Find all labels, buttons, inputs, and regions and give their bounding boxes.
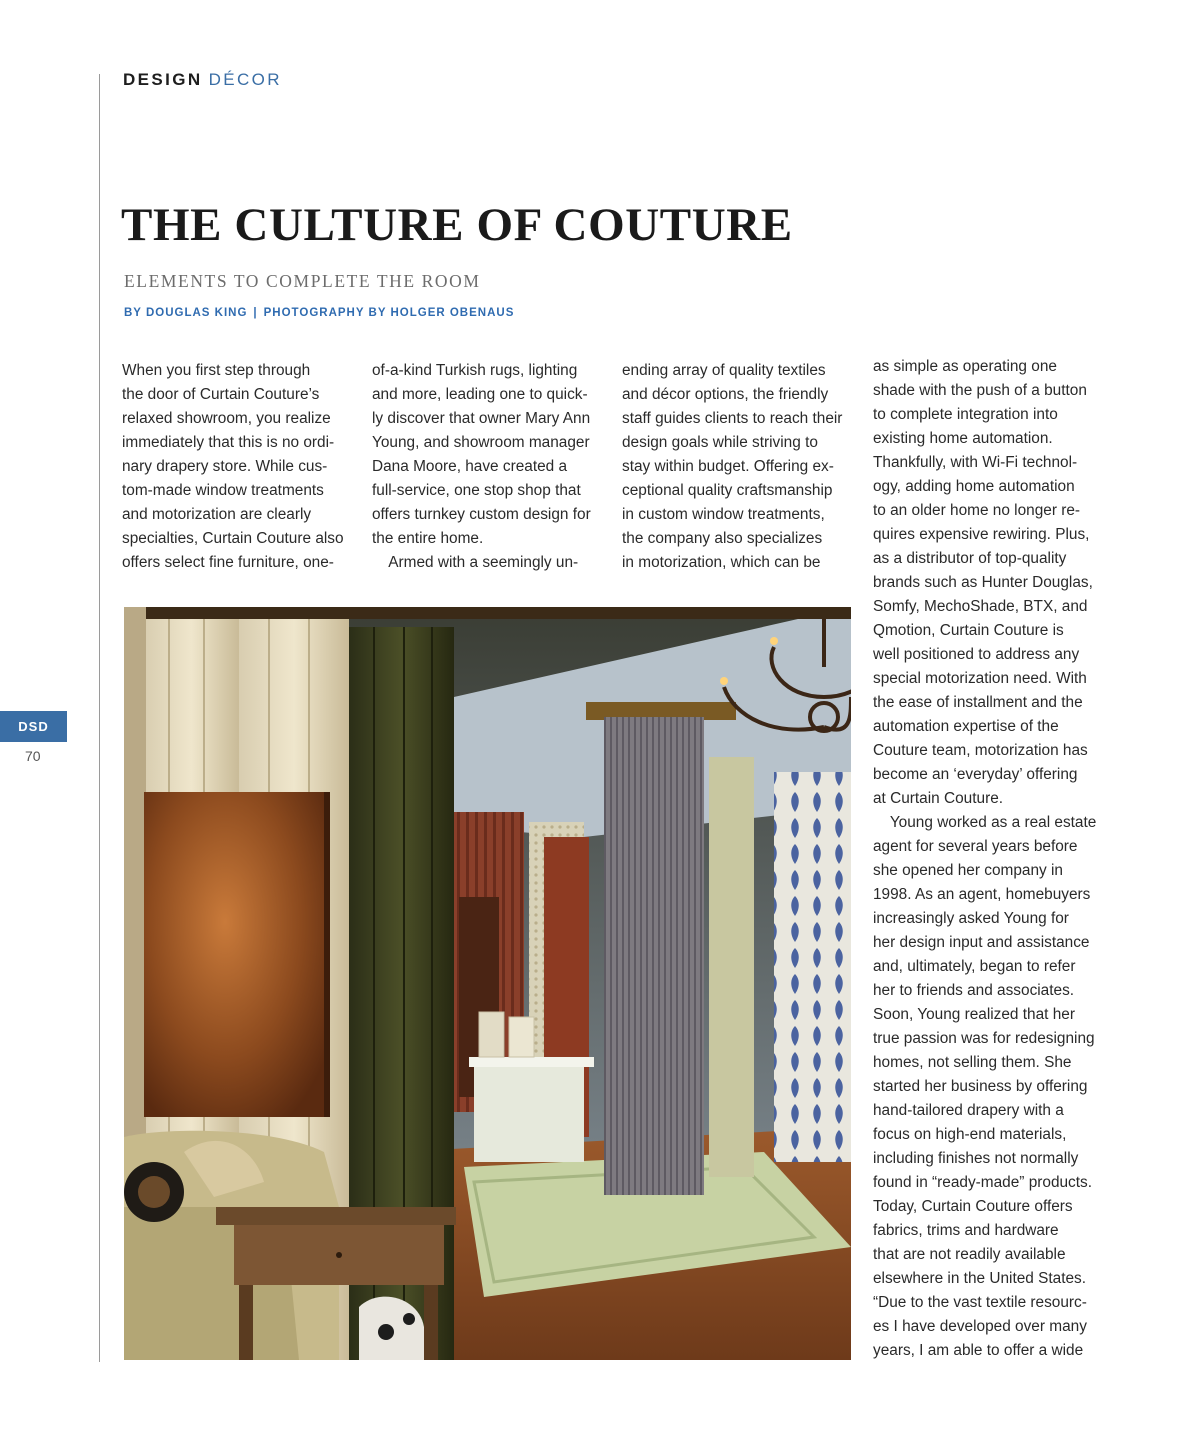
body-text-line: Thankfully, with Wi-Fi technol-: [873, 454, 1078, 471]
body-text-line: to complete integration into: [873, 406, 1058, 423]
body-text-line: brands such as Hunter Douglas,: [873, 574, 1093, 591]
body-text-line: the entire home.: [372, 530, 484, 547]
section-primary: DESIGN: [123, 70, 203, 89]
body-text-line: relaxed showroom, you realize: [122, 410, 331, 427]
body-column-2: [372, 359, 591, 575]
body-text-line: shade with the push of a button: [873, 382, 1087, 399]
article-subtitle: ELEMENTS TO COMPLETE THE ROOM: [124, 271, 481, 291]
body-text-line: automation expertise of the: [873, 718, 1059, 735]
body-text-line: When you first step through: [122, 362, 311, 379]
body-text-line: ceptional quality craftsmanship: [622, 482, 833, 499]
body-text-line: in custom window treatments,: [622, 506, 825, 523]
body-text-line: as a distributor of top-quality: [873, 550, 1067, 567]
body-text-line: she opened her company in: [873, 862, 1063, 879]
body-column-1: [122, 359, 344, 575]
body-text-line: found in “ready-made” products.: [873, 1174, 1093, 1191]
body-text-line: existing home automation.: [873, 430, 1053, 447]
body-text-line: her to friends and associates.: [873, 982, 1075, 999]
body-text-line: true passion was for redesigning: [873, 1030, 1095, 1047]
body-text-line: well positioned to address any: [873, 646, 1080, 663]
body-text-line: focus on high-end materials,: [873, 1126, 1067, 1143]
body-text-line: as simple as operating one: [873, 358, 1057, 375]
body-text-line: es I have developed over many: [873, 1318, 1087, 1335]
body-text-line: staff guides clients to reach their: [622, 410, 843, 427]
body-text-line: quires expensive rewiring. Plus,: [873, 526, 1090, 543]
byline-separator: |: [253, 307, 258, 319]
body-text-line: ending array of quality textiles: [622, 362, 826, 379]
body-text-line: to an older home no longer re-: [873, 502, 1081, 519]
body-text-line: Qmotion, Curtain Couture is: [873, 622, 1064, 639]
body-text-line: Young worked as a real estate: [873, 814, 1097, 831]
body-text-line: design goals while striving to: [622, 434, 818, 451]
body-text-line: and, ultimately, began to refer: [873, 958, 1076, 975]
byline: [124, 307, 514, 319]
body-text-line: Couture team, motorization has: [873, 742, 1088, 759]
body-text-line: the company also specializes: [622, 530, 823, 547]
body-text-line: agent for several years before: [873, 838, 1078, 855]
body-column-3: [622, 359, 842, 575]
body-text-line: including finishes not normally: [873, 1150, 1079, 1167]
showroom-photo: [124, 607, 851, 1360]
body-text-line: Today, Curtain Couture offers: [873, 1198, 1073, 1215]
body-text-line: increasingly asked Young for: [873, 910, 1069, 927]
body-text-line: specialties, Curtain Couture also: [122, 530, 344, 547]
body-text-line: 1998. As an agent, homebuyers: [873, 886, 1091, 903]
body-text-line: the door of Curtain Couture’s: [122, 386, 320, 403]
body-text-line: special motorization need. With: [873, 670, 1087, 687]
body-text-line: hand-tailored drapery with a: [873, 1102, 1064, 1119]
section-header: [123, 70, 282, 90]
body-text-line: and more, leading one to quick-: [372, 386, 588, 403]
body-text-line: started her business by offering: [873, 1078, 1088, 1095]
body-text-line: and décor options, the friendly: [622, 386, 829, 403]
body-text-line: offers select fine furniture, one-: [122, 554, 334, 571]
body-text-line: homes, not selling them. She: [873, 1054, 1072, 1071]
magazine-badge: DSD: [0, 711, 67, 742]
body-text-line: stay within budget. Offering ex-: [622, 458, 834, 475]
body-text-line: her design input and assistance: [873, 934, 1090, 951]
body-text-line: become an ‘everyday’ offering: [873, 766, 1078, 783]
body-text-line: years, I am able to offer a wide: [873, 1342, 1084, 1359]
body-text-line: fabrics, trims and hardware: [873, 1222, 1059, 1239]
byline-author: BY DOUGLAS KING: [124, 307, 248, 319]
body-text-line: tom-made window treatments: [122, 482, 324, 499]
article-title: THE CULTURE OF COUTURE: [121, 199, 793, 251]
section-secondary: DÉCOR: [208, 70, 282, 89]
body-text-line: in motorization, which can be: [622, 554, 821, 571]
showroom-illustration: [124, 607, 851, 1360]
body-text-line: offers turnkey custom design for: [372, 506, 591, 523]
body-text-line: ogy, adding home automation: [873, 478, 1075, 495]
body-text-line: Dana Moore, have created a: [372, 458, 568, 475]
body-text-line: “Due to the vast textile resourc-: [873, 1294, 1087, 1311]
body-text-line: and motorization are clearly: [122, 506, 312, 523]
body-text-line: Soon, Young realized that her: [873, 1006, 1075, 1023]
body-text-line: of-a-kind Turkish rugs, lighting: [372, 362, 578, 379]
body-text-line: at Curtain Couture.: [873, 790, 1004, 807]
body-text-line: Armed with a seemingly un-: [372, 554, 579, 571]
body-text-line: Young, and showroom manager: [372, 434, 590, 451]
body-text-line: full-service, one stop shop that: [372, 482, 581, 499]
body-text-line: the ease of installment and the: [873, 694, 1083, 711]
left-margin-rule: [99, 74, 100, 1362]
body-column-4: [873, 355, 1096, 1363]
body-text-line: ly discover that owner Mary Ann: [372, 410, 591, 427]
body-text-line: that are not readily available: [873, 1246, 1066, 1263]
byline-photographer: PHOTOGRAPHY BY HOLGER OBENAUS: [263, 307, 515, 319]
page-number: 70: [25, 748, 41, 764]
body-text-line: immediately that this is no ordi-: [122, 434, 335, 451]
body-text-line: nary drapery store. While cus-: [122, 458, 328, 475]
body-text-line: elsewhere in the United States.: [873, 1270, 1087, 1287]
body-text-line: Somfy, MechoShade, BTX, and: [873, 598, 1088, 615]
